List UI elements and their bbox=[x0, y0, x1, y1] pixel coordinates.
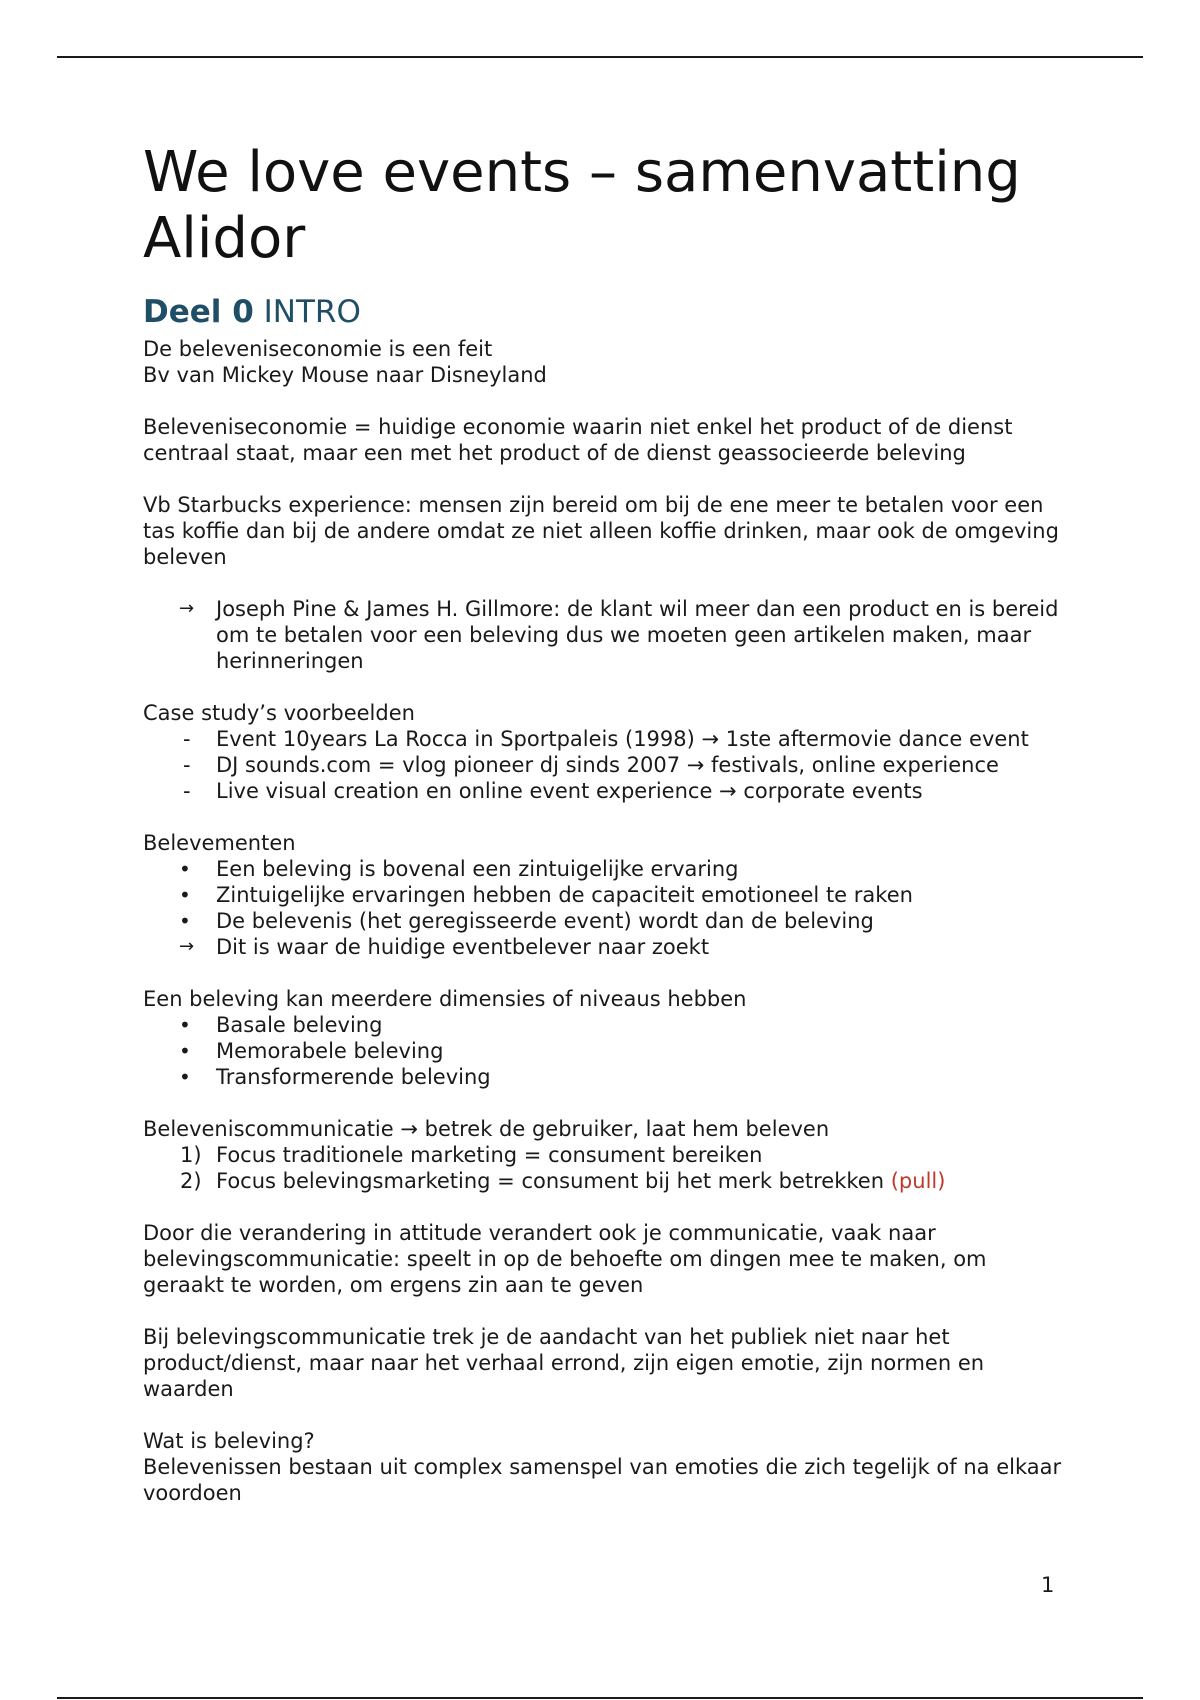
paragraph-attitude: Door die verandering in attitude verandert ook je communicatie, vaak naar belevingscommunicatie: speelt in op de behoefte om dingen mee te maken, om geraakt te worden, om ergens zin aan te geven bbox=[143, 1221, 987, 1297]
arrow-icon: → bbox=[179, 936, 195, 957]
document-body bbox=[143, 140, 1073, 1506]
paragraph-intro-2: Bv van Mickey Mouse naar Disneyland bbox=[143, 363, 547, 387]
cases-list bbox=[143, 726, 1073, 804]
belevementen-list bbox=[143, 856, 1073, 960]
arrow-icon: → bbox=[179, 598, 195, 619]
bullet-icon: • bbox=[179, 909, 191, 933]
header-rule bbox=[57, 56, 1143, 58]
communicatie-heading: Beleveniscommunicatie → betrek de gebruiker, laat hem beleven bbox=[143, 1117, 830, 1141]
dash-icon: - bbox=[183, 779, 191, 803]
footer-rule bbox=[57, 1697, 1143, 1699]
list-item: • Basale beleving bbox=[179, 1013, 383, 1037]
belevementen-heading: Belevementen bbox=[143, 831, 296, 855]
list-item: → Joseph Pine & James H. Gillmore: de klant wil meer dan een product en is bereid om te betalen voor een beleving dus we moeten geen artikelen maken, maar herinneringen bbox=[179, 597, 1059, 673]
paragraph-question: Wat is beleving? bbox=[143, 1429, 315, 1453]
list-item: - DJ sounds.com = vlog pioneer dj sinds 2007 → festivals, online experience bbox=[183, 753, 999, 777]
list-item: - Event 10years La Rocca in Sportpaleis (1998) → 1ste aftermovie dance event bbox=[183, 727, 1029, 751]
list-item: • De belevenis (het geregisseerde event) wordt dan de beleving bbox=[179, 909, 874, 933]
cases-heading: Case study’s voorbeelden bbox=[143, 701, 415, 725]
paragraph-aandacht: Bij belevingscommunicatie trek je de aandacht van het publiek niet naar het product/dienst, maar naar het verhaal errond, zijn eigen emotie, zijn normen en waarden bbox=[143, 1325, 985, 1401]
paragraph-intro-1: De beleveniseconomie is een feit bbox=[143, 337, 493, 361]
page-number: 1 bbox=[1041, 1573, 1055, 1597]
dash-icon: - bbox=[183, 727, 191, 751]
paragraph-starbucks: Vb Starbucks experience: mensen zijn bereid om bij de ene meer te betalen voor een tas koffie dan bij de andere omdat ze niet alleen koffie drinken, maar ook de omgeving beleven bbox=[143, 493, 1059, 569]
dimensies-heading: Een beleving kan meerdere dimensies of niveaus hebben bbox=[143, 987, 747, 1011]
bullet-icon: • bbox=[179, 1065, 191, 1089]
list-number: 1) bbox=[180, 1143, 202, 1167]
list-item: • Zintuigelijke ervaringen hebben de capaciteit emotioneel te raken bbox=[179, 883, 913, 907]
arrow-list-pine bbox=[143, 596, 1073, 674]
list-item: 2) Focus belevingsmarketing = consument bij het merk betrekken (pull) bbox=[180, 1169, 946, 1193]
list-number: 2) bbox=[180, 1169, 202, 1193]
section-heading-rest: INTRO bbox=[263, 294, 361, 330]
bullet-icon: • bbox=[179, 883, 191, 907]
bullet-icon: • bbox=[179, 1013, 191, 1037]
pull-annotation: (pull) bbox=[890, 1169, 946, 1193]
paragraph-definition: Beleveniseconomie = huidige economie waarin niet enkel het product of de dienst centraal staat, maar een met het product of de dienst geassocieerde beleving bbox=[143, 415, 1013, 465]
list-item: 1) Focus traditionele marketing = consument bereiken bbox=[180, 1143, 763, 1167]
list-item: - Live visual creation en online event experience → corporate events bbox=[183, 779, 923, 803]
document-title bbox=[143, 140, 1073, 272]
section-heading bbox=[143, 292, 1073, 332]
bullet-icon: • bbox=[179, 857, 191, 881]
bullet-icon: • bbox=[179, 1039, 191, 1063]
section-heading-bold: Deel 0 bbox=[143, 294, 254, 330]
paragraph-belevenissen: Belevenissen bestaan uit complex samenspel van emoties die zich tegelijk of na elkaar voordoen bbox=[143, 1455, 1062, 1505]
title-line-1: We love events – samenvatting bbox=[143, 140, 1021, 205]
communicatie-list bbox=[143, 1142, 1073, 1194]
list-item: → Dit is waar de huidige eventbelever naar zoekt bbox=[179, 935, 710, 959]
dash-icon: - bbox=[183, 753, 191, 777]
list-item: • Een beleving is bovenal een zintuigelijke ervaring bbox=[179, 857, 739, 881]
list-item: • Transformerende beleving bbox=[179, 1065, 491, 1089]
title-line-2: Alidor bbox=[143, 206, 306, 271]
list-item: • Memorabele beleving bbox=[179, 1039, 444, 1063]
dimensies-list bbox=[143, 1012, 1073, 1090]
